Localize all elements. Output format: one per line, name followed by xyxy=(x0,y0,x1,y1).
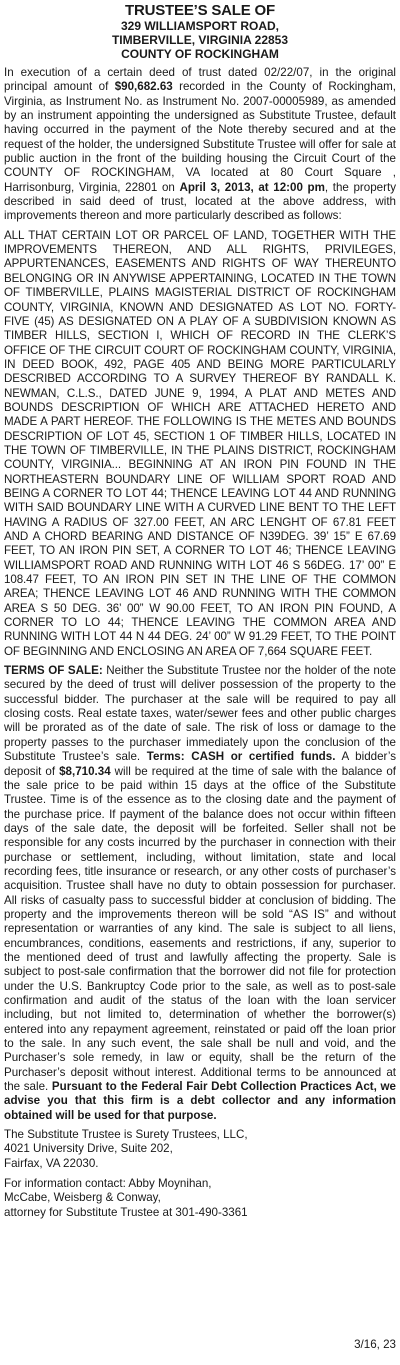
fdcpa-notice: Pursuant to the Federal Fair Debt Collection Practices Act, we advise you that this firm is a debt collector and any information obtained will be used for that purpose. xyxy=(4,1080,396,1122)
deposit-amount: $8,710.34 xyxy=(59,764,111,778)
property-city: TIMBERVILLE, VIRGINIA 22853 xyxy=(111,33,289,47)
legal-description: ALL THAT CERTAIN LOT OR PARCEL OF LAND, TOGETHER WITH THE IMPROVEMENTS THEREON, AND ALL RIGHTS, PRIVILEGES, APPURTENANCES, EASEMENTS AND RIGHTS OF WAY THEREUNTO BELONGING OR IN ANYWISE APPERTAINING, LOCATED IN THE TOWN OF TIMBERVILLE, PLAINS MAGISTERIAL DISTRICT OF ROCKINGHAM COUNTY, VIRGINIA, KNOWN AND DESIGNATED AS LOT NO. FORTY-FIVE (45) AS DESIGNATED ON A PLAY OF A SUBDIVISION KNOWN AS TIMBER HILLS, SECTION I, WHICH OF RECORD IN THE CLERK’S OFFICE OF THE CIRCUIT COURT OF ROCKINGHAM COUNTY, VIRGINIA, IN DEED BOOK, 492, PAGE 405 AND BEING MORE PARTICULARLY DESCRIBED ACCORDING TO A SURVEY THEREOF BY RANDALL K. NEWMAN, C.L.S., DATED JUNE 9, 1994, A PLAT AND METES AND BOUNDS DESCRIPTION OF WHICH ARE ATTACHED HERETO AND MADE A PART HEREOF. THE FOLLOWING IS THE METES AND BOUNDS DESCRIPTION OF LOT 45, SECTION 1 OF TIMBER HILLS, LOCATED IN THE TOWN OF TIMBERVILLE, IN THE PLAINS DISTRICT, ROCKINGHAM COUNTY, VIRGINIA... BEGINNING AT AN IRON PIN FOUND IN THE NORTHEASTERN BOUNDARY LINE OF WILLIAM SPORT ROAD AND BEING A CORNER TO LOT 44; THENCE LEAVING LOT 44 AND RUNNING WITH SAID BOUNDARY LINE WITH A CURVED LINE BENT TO THE LEFT HAVING A RADIUS OF 327.00 FEET, AN ARC LENGHT OF 67.81 FEET AND A CHORD BEARING AND DISTANCE OF N39DEG. 39’ 15” E 67.69 FEET, TO AN IRON PIN SET, A CORNER TO LOT 46; THENCE LEAVING WILLIAMSPORT ROAD AND RUNNING WITH LOT 46 S 56DEG. 17’ 00” E 108.47 FEET, TO AN IRON PIN SET IN THE LINE OF THE COMMON AREA; THENCE LEAVING LOT 46 AND RUNNING WITH THE COMMON AREA S 50 DEG. 36’ 00” W 90.00 FEET, TO AN IRON PIN FOUND, A CORNER TO LO 44; THENCE LEAVING THE COMMON AREA AND RUNNING WITH LOT 44 N 44 DEG. 24’ 00” W 91.29 FEET, TO THE POINT OF BEGINNING AND ENCLOSING AN AREA OF 7,664 SQUARE FEET. xyxy=(4,228,396,658)
trustee-address xyxy=(4,1128,396,1171)
contact-line-3: attorney for Substitute Trustee at 301-490-3361 xyxy=(4,1205,248,1219)
trustee-line-1: The Substitute Trustee is Surety Trustees, LLC, xyxy=(4,1128,248,1142)
sale-date: April 3, 2013, at 12:00 pm xyxy=(179,180,325,194)
trustee-line-2: 4021 University Drive, Suite 202, xyxy=(4,1142,173,1156)
intro-paragraph xyxy=(4,66,396,224)
contact-line-2: McCabe, Weisberg & Conway, xyxy=(4,1191,161,1205)
terms-paragraph xyxy=(4,664,396,1123)
contact-line-1: For information contact: Abby Moynihan, xyxy=(4,1177,212,1191)
notice-header xyxy=(4,3,396,61)
property-county: COUNTY OF ROCKINGHAM xyxy=(121,47,279,61)
intro-text-2: recorded in the County of Rockingham, Virginia, as Instrument No. as Instrument No. 2007-00005989, as amended by an instrument appointing the undersigned as Substitute Trustee, default having occurred in the payment of the Note thereby secured and at the request of the holder, the undersigned Substitute Trustee will offer for sale at public auction in the front of the building housing the Circuit Court of the COUNTY OF ROCKINGHAM, VA located at 80 Court Square , Harrisonburg, Virginia, 22801 on xyxy=(4,80,396,194)
cash-terms-label: Terms: CASH or certified funds. xyxy=(146,750,336,764)
terms-text-2: A bidder’s deposit of xyxy=(4,750,396,778)
terms-text-3: will be required at the time of sale with the balance of the sale price to be paid within 15 days at the office of the Substitute Trustee. Time is of the essence as to the closing date and the payment of the purchase price. If payment of the balance does not occur within fifteen days of the sale date, the deposit will be forfeited. Seller shall not be responsible for any costs incurred by the purchaser in connection with their purchase or settlement, including, without limitation, state and local recording fees, title insurance or research, or any other costs of purchaser’s acquisition. Trustee shall have no duty to obtain possession for purchaser. All risks of casualty pass to successful bidder at conclusion of bidding. The property and the improvements thereon will be sold “AS IS” and without representation or warranties of any kind. The sale is subject to all liens, encumbrances, conditions, easements and restrictions, if any, superior to the mentioned deed of trust and lawfully affecting the property. Sale is subject to post-sale confirmation that the borrower did not file for protection under the U.S. Bankruptcy Code prior to the sale, as well as to post-sale confirmation and audit of the status of the loan with the loan servicer including, but not limited to, determination of whether the borrower(s) entered into any repayment agreement, reinstated or paid off the loan prior to the sale. In any such event, the sale shall be null and void, and the Purchaser’s sole remedy, in law or equity, shall be the return of the Purchaser’s deposit without interest. Additional terms to be announced at the sale. xyxy=(4,764,397,1094)
terms-label: TERMS OF SALE: xyxy=(4,664,103,678)
terms-text-1: Neither the Substitute Trustee nor the holder of the note secured by the deed of trust will deliver possession of the property to the successful bidder. The purchaser at the sale will be required to pay all closing costs. Real estate taxes, water/sewer fees and other public charges will be prorated as of the date of sale. The risk of loss or damage to the property passes to the purchaser immediately upon the conclusion of the Substitute Trustee’s sale. xyxy=(4,664,396,764)
principal-amount: $90,682.63 xyxy=(114,80,173,94)
publication-code: 3/16, 23 xyxy=(354,1337,396,1351)
notice-title: TRUSTEE’S SALE OF xyxy=(125,2,275,19)
intro-text-1: In execution of a certain deed of trust dated 02/22/07, in the original principal amount of xyxy=(4,66,396,94)
contact-info xyxy=(4,1177,396,1220)
property-street: 329 WILLIAMSPORT ROAD, xyxy=(120,19,279,33)
intro-text-3: , the property described in said deed of trust, located at the above address, with improvements thereon and more particularly described as follows: xyxy=(4,180,396,223)
trustee-line-3: Fairfax, VA 22030. xyxy=(4,1156,99,1170)
